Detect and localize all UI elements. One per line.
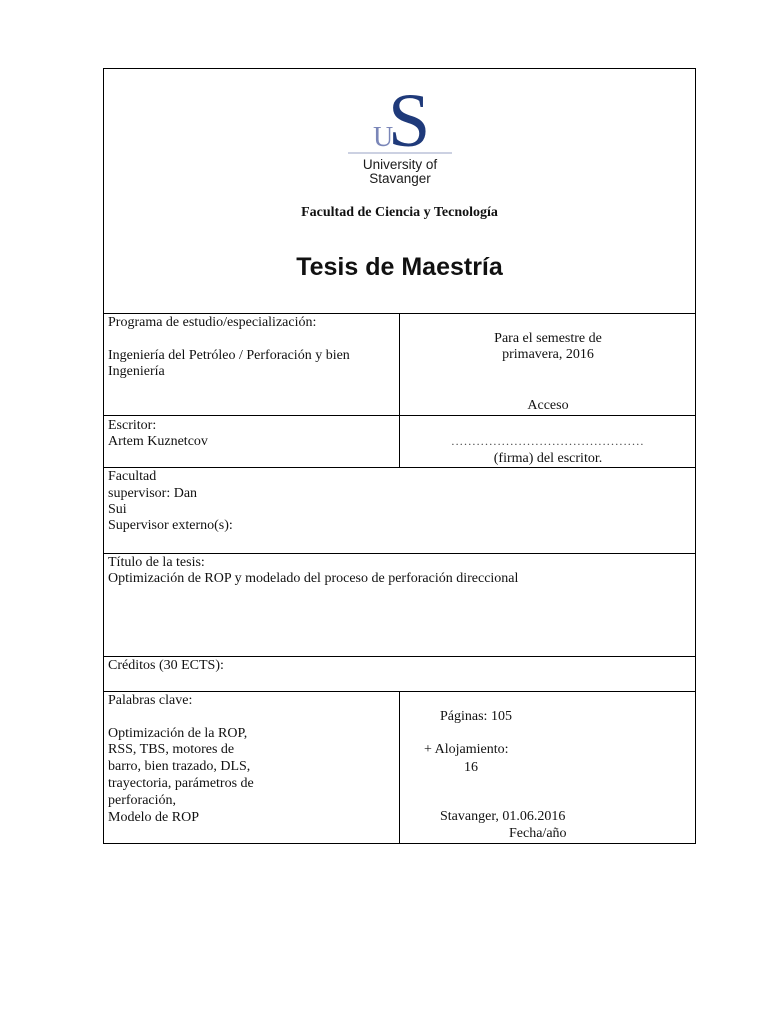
attachment-label: + Alojamiento: (424, 742, 509, 757)
supervisor-line3: Sui (108, 502, 127, 517)
keyword-line: RSS, TBS, motores de (108, 742, 235, 757)
place-date: Stavanger, 01.06.2016 (440, 809, 566, 824)
semester-line1: Para el semestre de (494, 331, 602, 346)
thesis-title-label: Título de la tesis: (108, 555, 205, 570)
attachment-value: 16 (464, 760, 478, 775)
divider-vertical-bottom (399, 691, 400, 844)
logo-u-letter: U (373, 122, 394, 153)
writer-name: Artem Kuznetcov (108, 434, 208, 449)
thesis-title-value: Optimización de ROP y modelado del proceso de perforación direccional (108, 571, 519, 586)
semester-line2: primavera, 2016 (502, 347, 594, 362)
supervisor-line1: Facultad (108, 469, 157, 484)
logo-s-letter: S (388, 82, 431, 163)
writer-label: Escritor: (108, 418, 157, 433)
signature-label: (firma) del escritor. (493, 451, 603, 466)
supervisor-line2: supervisor: Dan (108, 486, 198, 501)
keyword-line: Optimización de la ROP, (108, 726, 248, 741)
program-label: Programa de estudio/especialización: (108, 315, 317, 330)
university-name (340, 158, 460, 186)
keyword-line: barro, bien trazado, DLS, (108, 759, 251, 774)
page-title: Tesis de Maestría (296, 253, 503, 281)
external-supervisor-label: Supervisor externo(s): (108, 518, 233, 533)
program-value-line1: Ingeniería del Petróleo / Perforación y bien (108, 348, 350, 363)
program-value-line2: Ingeniería (108, 364, 165, 379)
university-name-line2: Stavanger (369, 171, 431, 186)
faculty-name: Facultad de Ciencia y Tecnología (301, 205, 498, 220)
keyword-line: perforación, (108, 793, 177, 808)
keywords-label: Palabras clave: (108, 693, 193, 708)
date-label: Fecha/año (509, 826, 567, 841)
keyword-line: Modelo de ROP (108, 810, 199, 825)
keyword-line: trayectoria, parámetros de (108, 776, 254, 791)
divider-supervisor (103, 553, 696, 554)
page-count: Páginas: 105 (440, 709, 512, 724)
divider-thesis (103, 656, 696, 657)
divider-writer (103, 467, 696, 468)
signature-line: .............................................. (451, 434, 645, 448)
access-label: Acceso (527, 398, 569, 413)
university-name-line1: University of (362, 157, 438, 172)
credits-label: Créditos (30 ECTS): (108, 658, 224, 673)
